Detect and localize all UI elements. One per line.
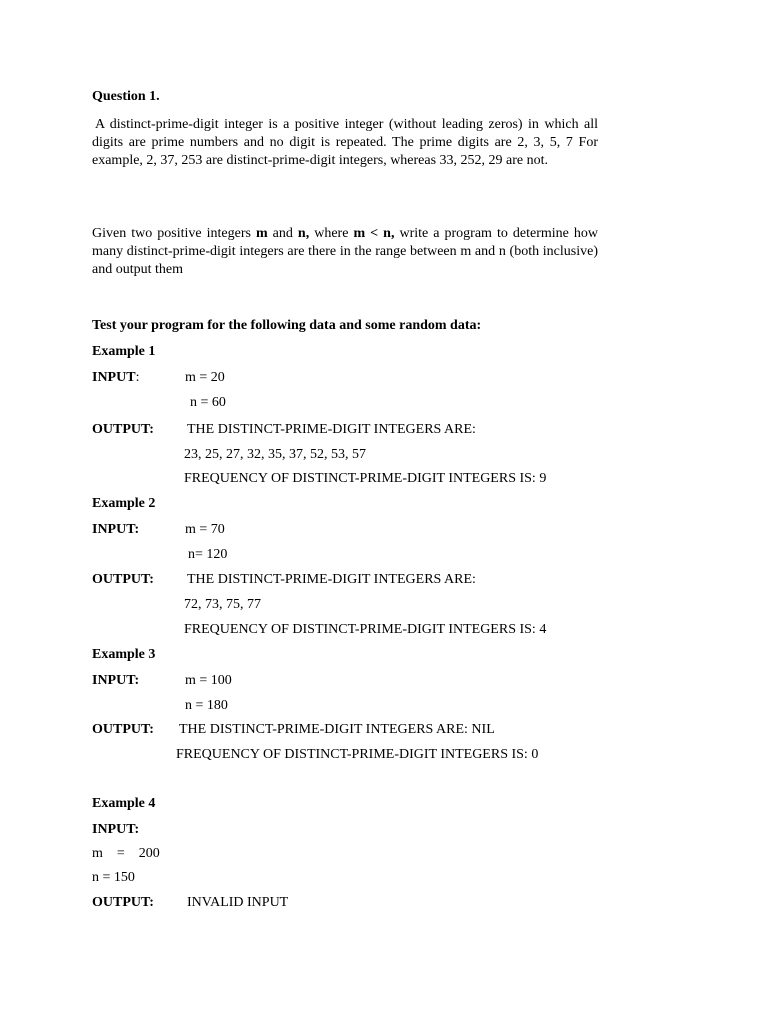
- example-1-n-value: n = 60: [190, 395, 226, 410]
- task-bold-condition: m < n,: [353, 226, 395, 241]
- example-3-output-line-1: THE DISTINCT-PRIME-DIGIT INTEGERS ARE: NIL: [179, 722, 495, 737]
- example-1-output-line-3: FREQUENCY OF DISTINCT-PRIME-DIGIT INTEGERS IS: 9: [184, 471, 547, 486]
- task-text-2: and: [267, 226, 298, 241]
- example-4-title: Example 4: [92, 796, 156, 811]
- task-text-1: Given two positive integers: [92, 226, 256, 241]
- example-4-n-value: n = 150: [92, 870, 135, 885]
- example-4-output-line-1: INVALID INPUT: [187, 895, 289, 910]
- example-2-output-line-1: THE DISTINCT-PRIME-DIGIT INTEGERS ARE:: [187, 572, 476, 587]
- test-heading: Test your program for the following data and some random data:: [92, 318, 482, 333]
- example-4-m-value: m = 200: [92, 846, 160, 861]
- example-4-input-label: INPUT:: [92, 822, 140, 837]
- example-2-m-value: m = 70: [185, 522, 225, 537]
- example-3-title: Example 3: [92, 647, 156, 662]
- example-3-n-value: n = 180: [185, 698, 228, 713]
- example-2-output-label: OUTPUT:: [92, 572, 154, 587]
- example-2-output-line-2: 72, 73, 75, 77: [184, 597, 261, 612]
- example-2-title: Example 2: [92, 496, 156, 511]
- example-1-output-line-2: 23, 25, 27, 32, 35, 37, 52, 53, 57: [184, 447, 366, 462]
- task-paragraph: [92, 225, 598, 279]
- task-bold-m: m: [255, 226, 268, 241]
- definition-paragraph: A distinct-prime-digit integer is a positive integer (without leading zeros) in which all digits are prime numbers and no digit is repeated. The prime digits are 2, 3, 5, 7 For example, 2, 37, 253 are distinct-prime-digit integers, whereas 33, 252, 29 are not.: [92, 117, 598, 168]
- example-3-output-label: OUTPUT:: [92, 722, 154, 737]
- question-title: Question 1.: [92, 89, 160, 104]
- task-bold-n: n,: [297, 226, 310, 241]
- example-1-input-colon: :: [135, 370, 140, 385]
- example-1-input-label: [92, 369, 139, 387]
- example-1-title: Example 1: [92, 344, 156, 359]
- example-4-output-label: OUTPUT:: [92, 895, 154, 910]
- example-3-m-value: m = 100: [185, 673, 232, 688]
- example-2-input-label: INPUT:: [92, 522, 140, 537]
- example-2-n-value: n= 120: [188, 547, 228, 562]
- example-1-output-label: OUTPUT:: [92, 422, 154, 437]
- example-3-output-line-2: FREQUENCY OF DISTINCT-PRIME-DIGIT INTEGERS IS: 0: [176, 747, 539, 762]
- example-1-m-value: m = 20: [185, 370, 225, 385]
- example-1-output-line-1: THE DISTINCT-PRIME-DIGIT INTEGERS ARE:: [187, 422, 476, 437]
- task-text-3: where: [309, 226, 354, 241]
- example-2-output-line-3: FREQUENCY OF DISTINCT-PRIME-DIGIT INTEGERS IS: 4: [184, 622, 547, 637]
- task-text-4: write a program to determine how many distinct-prime-digit integers are there in the range between m and n (both inclusive) and output them: [92, 226, 598, 277]
- example-3-input-label: INPUT:: [92, 673, 140, 688]
- example-1-input-word: INPUT: [92, 370, 136, 385]
